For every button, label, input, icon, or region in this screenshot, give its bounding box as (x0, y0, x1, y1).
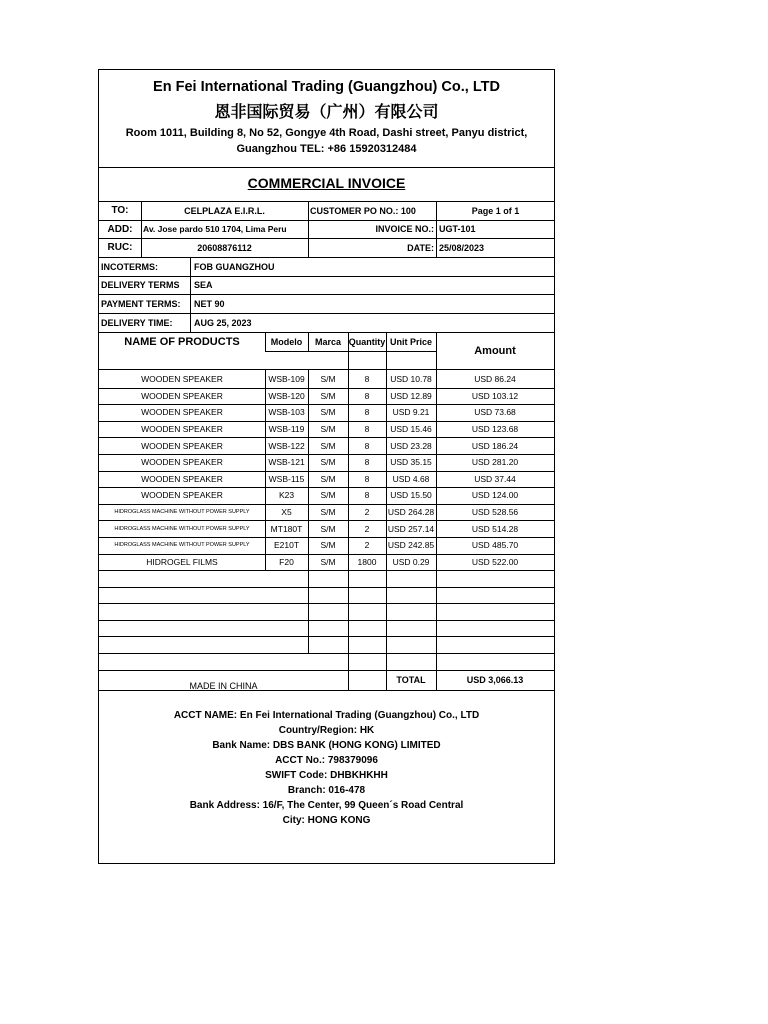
item-brand: S/M (320, 424, 336, 435)
item-unit-price: USD 0.29 (392, 556, 430, 567)
bank-name: Bank Name: DBS BANK (HONG KONG) LIMITED (212, 740, 441, 751)
item-brand: S/M (320, 507, 336, 518)
item-name: HIDROGLASS MACHINE WITHOUT POWER SUPPLY (114, 525, 250, 532)
item-amount: USD 522.00 (471, 556, 519, 567)
item-model: K23 (278, 490, 295, 501)
item-brand: S/M (320, 407, 336, 418)
item-amount: USD 186.24 (471, 440, 519, 451)
item-model: X5 (281, 507, 292, 518)
item-brand: S/M (320, 556, 336, 567)
column-header-quantity: Quantity (348, 336, 386, 347)
bank-city: City: HONG KONG (282, 815, 371, 826)
item-amount: USD 103.12 (471, 390, 519, 401)
made-in-label: MADE IN CHINA (189, 680, 258, 691)
item-brand: S/M (320, 374, 336, 385)
item-amount: USD 281.20 (471, 457, 519, 468)
total-value: USD 3,066.13 (466, 674, 524, 685)
item-amount: USD 485.70 (471, 540, 519, 551)
item-quantity: 8 (364, 457, 370, 468)
item-name: WOODEN SPEAKER (141, 440, 223, 451)
customer-po: CUSTOMER PO NO.: 100 (310, 205, 416, 216)
column-header-amount: Amount (474, 344, 516, 357)
item-quantity: 8 (364, 473, 370, 484)
item-model: MT180T (270, 523, 303, 534)
item-quantity: 8 (364, 424, 370, 435)
bank-country: Country/Region: HK (278, 725, 375, 736)
column-header-name: NAME OF PRODUCTS (124, 336, 240, 348)
item-unit-price: USD 242.85 (387, 540, 435, 551)
item-model: WSB-103 (268, 407, 305, 418)
item-amount: USD 73.68 (474, 407, 516, 418)
item-quantity: 8 (364, 374, 370, 385)
item-unit-price: USD 10.78 (390, 374, 432, 385)
item-amount: USD 528.56 (471, 507, 519, 518)
date-value: 25/08/2023 (439, 242, 485, 253)
item-brand: S/M (320, 540, 336, 551)
item-name: HIDROGLASS MACHINE WITHOUT POWER SUPPLY (114, 509, 250, 516)
item-model: WSB-119 (268, 424, 305, 435)
terms-value: AUG 25, 2023 (194, 317, 252, 328)
column-header-model: Modelo (270, 336, 303, 347)
item-amount: USD 124.00 (471, 490, 519, 501)
row-divider (99, 620, 554, 621)
item-quantity: 2 (364, 507, 370, 518)
add-label: ADD: (107, 223, 133, 235)
terms-label: PAYMENT TERMS: (101, 298, 181, 309)
item-name: WOODEN SPEAKER (141, 424, 223, 435)
item-name: WOODEN SPEAKER (141, 390, 223, 401)
item-model: WSB-120 (268, 390, 305, 401)
item-quantity: 2 (364, 540, 370, 551)
item-quantity: 2 (364, 523, 370, 534)
terms-value: SEA (194, 280, 213, 290)
item-name: HIDROGEL FILMS (146, 556, 218, 567)
item-name: WOODEN SPEAKER (141, 407, 223, 418)
company-name-en: En Fei International Trading (Guangzhou) Co., LTD (153, 79, 500, 95)
bank-acct-name: ACCT NAME: En Fei International Trading (Guangzhou) Co., LTD (173, 710, 480, 721)
to-label: TO: (111, 205, 129, 216)
item-unit-price: USD 4.68 (392, 473, 430, 484)
item-name: WOODEN SPEAKER (141, 457, 223, 468)
document-title-band (99, 167, 554, 202)
bank-acct-no: ACCT No.: 798379096 (275, 755, 378, 766)
commercial-invoice (98, 69, 555, 864)
to-value: CELPLAZA E.I.R.L. (184, 205, 265, 216)
item-brand: S/M (320, 457, 336, 468)
item-model: WSB-122 (268, 440, 305, 451)
company-address-line-1: Room 1011, Building 8, No 52, Gongye 4th Road, Dashi street, Panyu district, (125, 127, 528, 139)
row-divider (99, 636, 554, 637)
item-amount: USD 37.44 (474, 473, 516, 484)
item-unit-price: USD 12.89 (390, 390, 432, 401)
terms-label: DELIVERY TERMS (101, 280, 180, 290)
bank-details (99, 708, 554, 828)
item-model: WSB-121 (268, 457, 305, 468)
terms-label: INCOTERMS: (101, 261, 158, 272)
company-address-line-2: Guangzhou TEL: +86 15920312484 (236, 143, 417, 155)
item-brand: S/M (320, 390, 336, 401)
terms-value: NET 90 (194, 298, 225, 309)
item-unit-price: USD 15.50 (390, 490, 432, 501)
row-divider (99, 570, 554, 571)
item-unit-price: USD 35.15 (390, 457, 432, 468)
item-quantity: 8 (364, 407, 370, 418)
total-label: TOTAL (396, 674, 426, 685)
item-unit-price: USD 15.46 (390, 424, 432, 435)
date-label: DATE: (407, 242, 434, 253)
item-quantity: 1800 (357, 556, 377, 567)
company-name-cn: 恩非国际贸易（广州）有限公司 (214, 102, 439, 121)
column-header-brand: Marca (314, 336, 341, 347)
item-amount: USD 514.28 (471, 523, 519, 534)
item-brand: S/M (320, 490, 336, 501)
item-model: WSB-109 (268, 374, 305, 385)
column-header-unit-price: Unit Price (389, 336, 432, 347)
row-divider (99, 603, 554, 604)
page-indicator: Page 1 of 1 (471, 205, 520, 216)
terms-value: FOB GUANGZHOU (194, 261, 275, 272)
ruc-label: RUC: (107, 242, 133, 253)
item-brand: S/M (320, 440, 336, 451)
item-quantity: 8 (364, 440, 370, 451)
item-model: F20 (279, 556, 294, 567)
item-name: WOODEN SPEAKER (141, 473, 223, 484)
add-value: Av. Jose pardo 510 1704, Lima Peru (143, 224, 287, 234)
item-unit-price: USD 23.28 (390, 440, 432, 451)
item-brand: S/M (320, 473, 336, 484)
item-unit-price: USD 9.21 (392, 407, 430, 418)
item-amount: USD 123.68 (471, 424, 519, 435)
document-title: COMMERCIAL INVOICE (247, 175, 406, 191)
item-brand: S/M (320, 523, 336, 534)
company-address (107, 125, 546, 157)
bank-swift: SWIFT Code: DHBKHKHH (265, 770, 388, 781)
item-quantity: 8 (364, 490, 370, 501)
company-header (99, 70, 554, 168)
invoice-no-value: UGT-101 (439, 224, 476, 234)
bank-branch: Branch: 016-478 (287, 785, 366, 796)
item-model: E210T (273, 540, 300, 551)
row-divider (99, 587, 554, 588)
item-amount: USD 86.24 (474, 374, 516, 385)
terms-label: DELIVERY TIME: (101, 317, 173, 328)
item-quantity: 8 (364, 390, 370, 401)
ruc-value: 20608876112 (197, 242, 252, 253)
item-unit-price: USD 257.14 (387, 523, 435, 534)
item-model: WSB-115 (268, 473, 305, 484)
invoice-no-label: INVOICE NO.: (375, 224, 434, 234)
item-name: WOODEN SPEAKER (141, 490, 223, 501)
bank-address: Bank Address: 16/F, The Center, 99 Queen´s Road Central (189, 800, 464, 811)
item-unit-price: USD 264.28 (387, 507, 435, 518)
item-name: HIDROGLASS MACHINE WITHOUT POWER SUPPLY (114, 542, 250, 549)
item-name: WOODEN SPEAKER (141, 374, 223, 385)
